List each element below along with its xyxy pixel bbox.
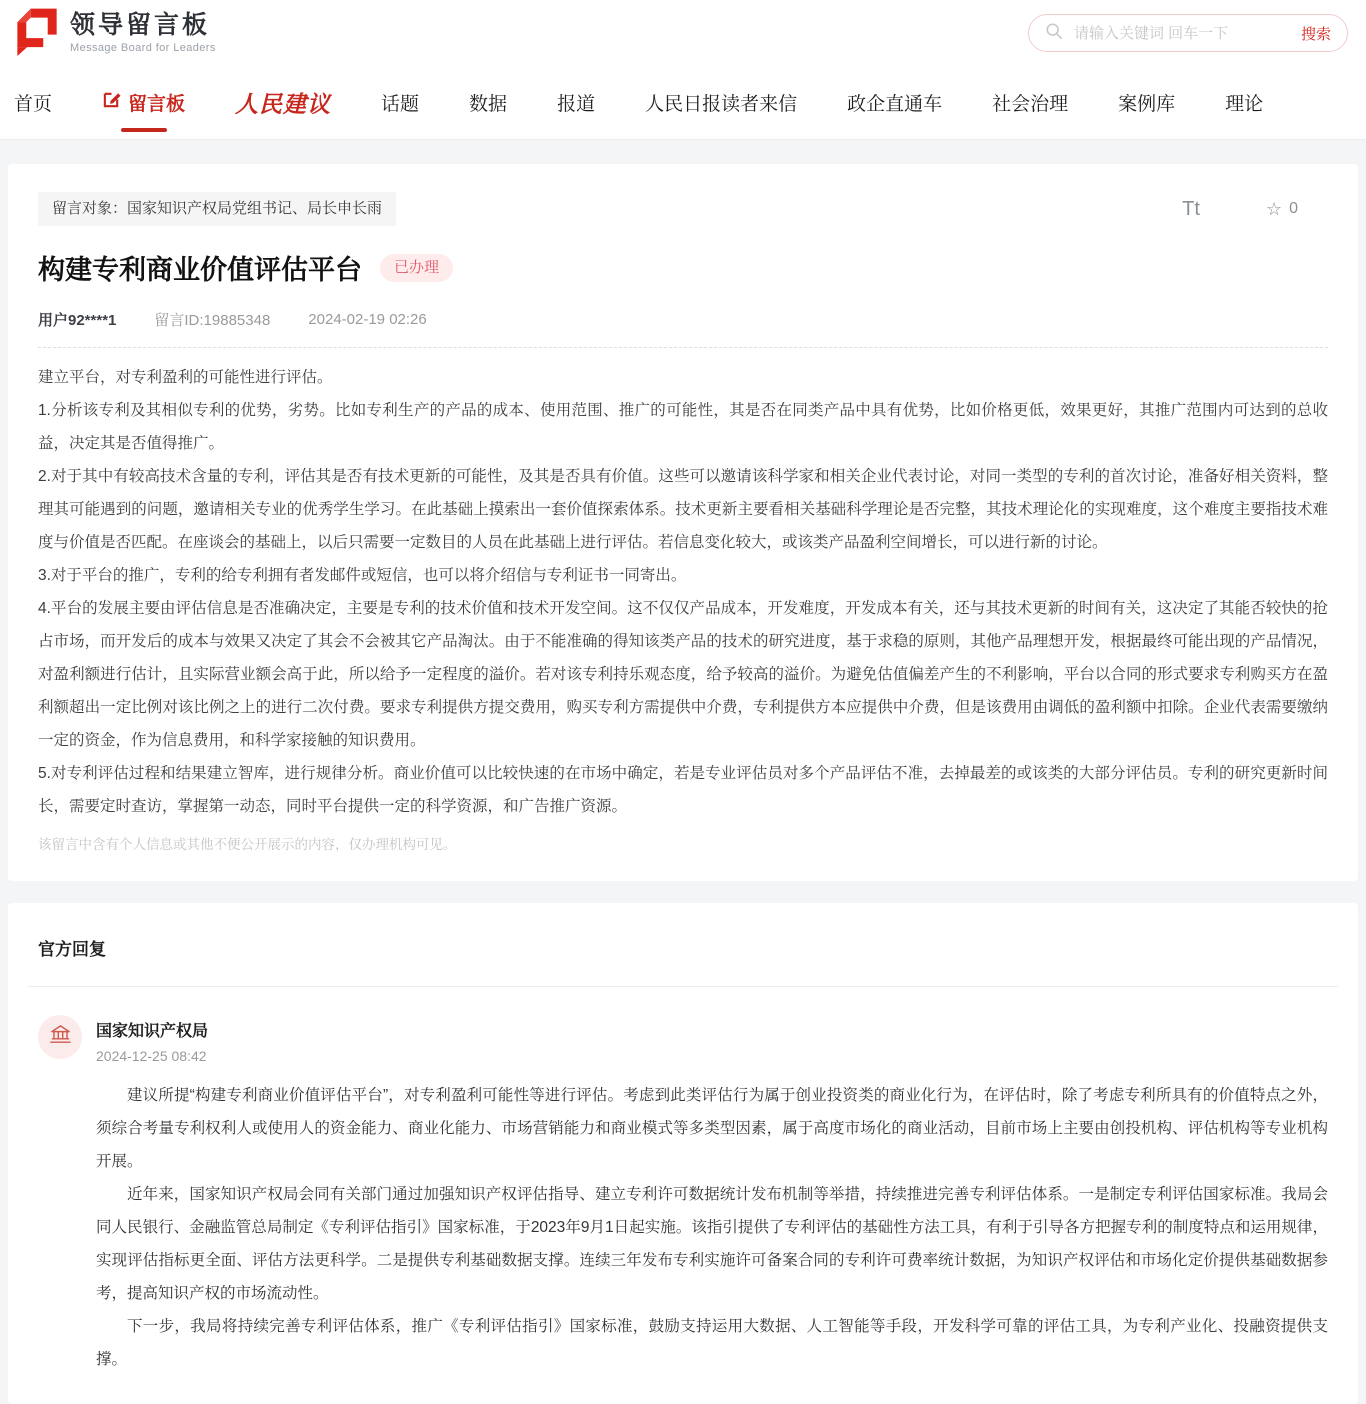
reply-paragraph: 近年来，国家知识产权局会同有关部门通过加强知识产权评估指导、建立专利许可数据统计发布机制等举措，持续推进完善专利评估体系。一是制定专利评估国家标准。我局会同人民银行、金融监管总局制定《专利评估指引》国家标准，于2023年9月1日起实施。该指引提供了专利评估的基础性方法工具，有利于引导各方把握专利的制度特点和运用规律，实现评估指标更全面、评估方法更科学。二是提供专利基础数据支撑。连续三年发布专利实施许可备案合同的专利许可费率统计数据，为知识产权评估和市场化定价提供基础数据参考，提高知识产权的市场流动性。 — [96, 1186, 1328, 1302]
nav-item-reader-letters[interactable]: 人民日报读者来信 — [645, 94, 798, 115]
message-username: 用户92****1 — [38, 312, 117, 329]
status-badge: 已办理 — [380, 254, 453, 282]
nav-item-peoples-suggestions[interactable]: 人民建议 — [235, 91, 332, 117]
nav-item-case-library[interactable]: 案例库 — [1118, 94, 1176, 115]
message-paragraph: 建立平台，对专利盈利的可能性进行评估。 — [38, 369, 333, 386]
nav-item-reports[interactable]: 报道 — [557, 94, 596, 115]
nav-item-theory[interactable]: 理论 — [1225, 94, 1264, 115]
reply-agency-name: 国家知识产权局 — [96, 1023, 209, 1040]
message-paragraph: 1.分析该专利及其相似专利的优势，劣势。比如专利生产的产品的成本、使用范围、推广的可能性，其是否在同类产品中具有优势，比如价格更低，效果更好，其推广范围内可达到的总收益，决定其是否值得推广。 — [38, 402, 1328, 452]
font-size-icon[interactable]: Tt — [1182, 197, 1200, 220]
star-icon: ☆ — [1265, 199, 1283, 219]
search-button[interactable]: 搜索 — [1300, 25, 1331, 43]
reply-paragraph: 下一步，我局将持续完善专利评估体系，推广《专利评估指引》国家标准，鼓励支持运用大数据、人工智能等手段，开发科学可靠的评估工具，为专利产业化、投融资提供支撑。 — [96, 1318, 1328, 1368]
privacy-note: 该留言中含有个人信息或其他不便公开展示的内容，仅办理机构可见。 — [38, 837, 457, 852]
dashed-divider — [38, 347, 1328, 348]
main-content — [0, 140, 1366, 1404]
search-icon — [1045, 22, 1063, 45]
search-box[interactable] — [1028, 14, 1348, 52]
reply-section-title: 官方回复 — [38, 940, 106, 959]
site-header — [0, 0, 1366, 66]
nav-item-gov-business-express[interactable]: 政企直通车 — [847, 94, 943, 115]
message-title: 构建专利商业价值评估平台 — [38, 255, 362, 285]
agency-avatar — [38, 1015, 82, 1059]
favorite-button[interactable] — [1266, 200, 1298, 218]
message-card — [8, 164, 1358, 881]
message-target-tag: 留言对象：国家知识产权局党组书记、局长申长雨 — [38, 192, 396, 226]
favorite-count: 0 — [1289, 200, 1298, 217]
message-timestamp: 2024-02-19 02:26 — [308, 311, 427, 328]
edit-pencil-icon — [102, 90, 121, 115]
message-paragraph: 2.对于其中有较高技术含量的专利，评估其是否有技术更新的可能性，及其是否具有价值。这些可以邀请该科学家和相关企业代表讨论，对同一类型的专利的首次讨论，准备好相关资料，整理其可能遇到的问题，邀请相关专业的优秀学生学习。在此基础上摸索出一套价值探索体系。技术更新主要看相关基础科学理论是否完整，其技术理论化的实现难度，这个难度主要指技术难度与价值是否匹配。在座谈会的基础上，以后只需要一定数目的人员在此基础上进行评估。若信息变化较大，或该类产品盈利空间增长，可以进行新的讨论。 — [38, 468, 1328, 551]
reply-paragraph: 建议所提“构建专利商业价值评估平台”，对专利盈利可能性等进行评估。考虑到此类评估行为属于创业投资类的商业化行为，在评估时，除了考虑专利所具有的价值特点之外，须综合考量专利权利人或使用人的资金能力、商业化能力、市场营销能力和商业模式等多类型因素，属于高度市场化的商业活动，目前市场上主要由创投机构、评估机构等专业机构开展。 — [96, 1087, 1328, 1170]
logo-title: 领导留言板 — [70, 11, 211, 40]
message-paragraph: 5.对专利评估过程和结果建立智库，进行规律分析。商业价值可以比较快速的在市场中确定，若是专业评估员对多个产品评估不准，去掉最差的或该类的大部分评估员。专利的研究更新时间长，需要定时查访，掌握第一动态，同时平台提供一定的科学资源，和广告推广资源。 — [38, 765, 1328, 815]
message-id: 留言ID:19885348 — [154, 312, 271, 329]
site-logo[interactable] — [14, 6, 216, 61]
nav-item-data[interactable]: 数据 — [469, 94, 508, 115]
message-body — [38, 361, 1328, 853]
nav-item-topics[interactable]: 话题 — [381, 94, 420, 115]
reply-body — [96, 1079, 1328, 1376]
message-paragraph: 3.对于平台的推广，专利的给专利拥有者发邮件或短信，也可以将介绍信与专利证书一同寄出。 — [38, 567, 687, 584]
main-nav — [0, 66, 1366, 140]
logo-mark-icon — [14, 6, 60, 61]
nav-item-home[interactable]: 首页 — [14, 94, 53, 115]
message-paragraph: 4.平台的发展主要由评估信息是否准确决定，主要是专利的技术价值和技术开发空间。这不仅仅产品成本，开发难度，开发成本有关，还与其技术更新的时间有关，这决定了其能否较快的抢占市场，而开发后的成本与效果又决定了其会不会被其它产品淘汰。由于不能准确的得知该类产品的技术的研究进度，基于求稳的原则，其他产品理想开发，根据最终可能出现的产品情况，对盈利额进行估计，且实际营业额会高于此，所以给予一定程度的溢价。若对该专利持乐观态度，给予较高的溢价。为避免估值偏差产生的不利影响，平台以合同的形式要求专利购买方在盈利额超出一定比例对该比例之上的进行二次付费。要求专利提供方提交费用，购买专利方需提供中介费，专利提供方本应提供中介费，但是该费用由调低的盈利额中扣除。企业代表需要缴纳一定的资金，作为信息费用，和科学家接触的知识费用。 — [38, 600, 1328, 749]
search-input[interactable] — [1072, 24, 1292, 43]
reply-timestamp: 2024-12-25 08:42 — [96, 1048, 207, 1064]
official-reply-card — [8, 903, 1358, 1404]
nav-item-social-governance[interactable]: 社会治理 — [992, 94, 1069, 115]
reply-divider — [28, 986, 1338, 987]
logo-subtitle: Message Board for Leaders — [70, 41, 216, 54]
nav-item-message-board[interactable]: 留言板 — [102, 89, 185, 116]
government-building-icon — [49, 1023, 72, 1051]
